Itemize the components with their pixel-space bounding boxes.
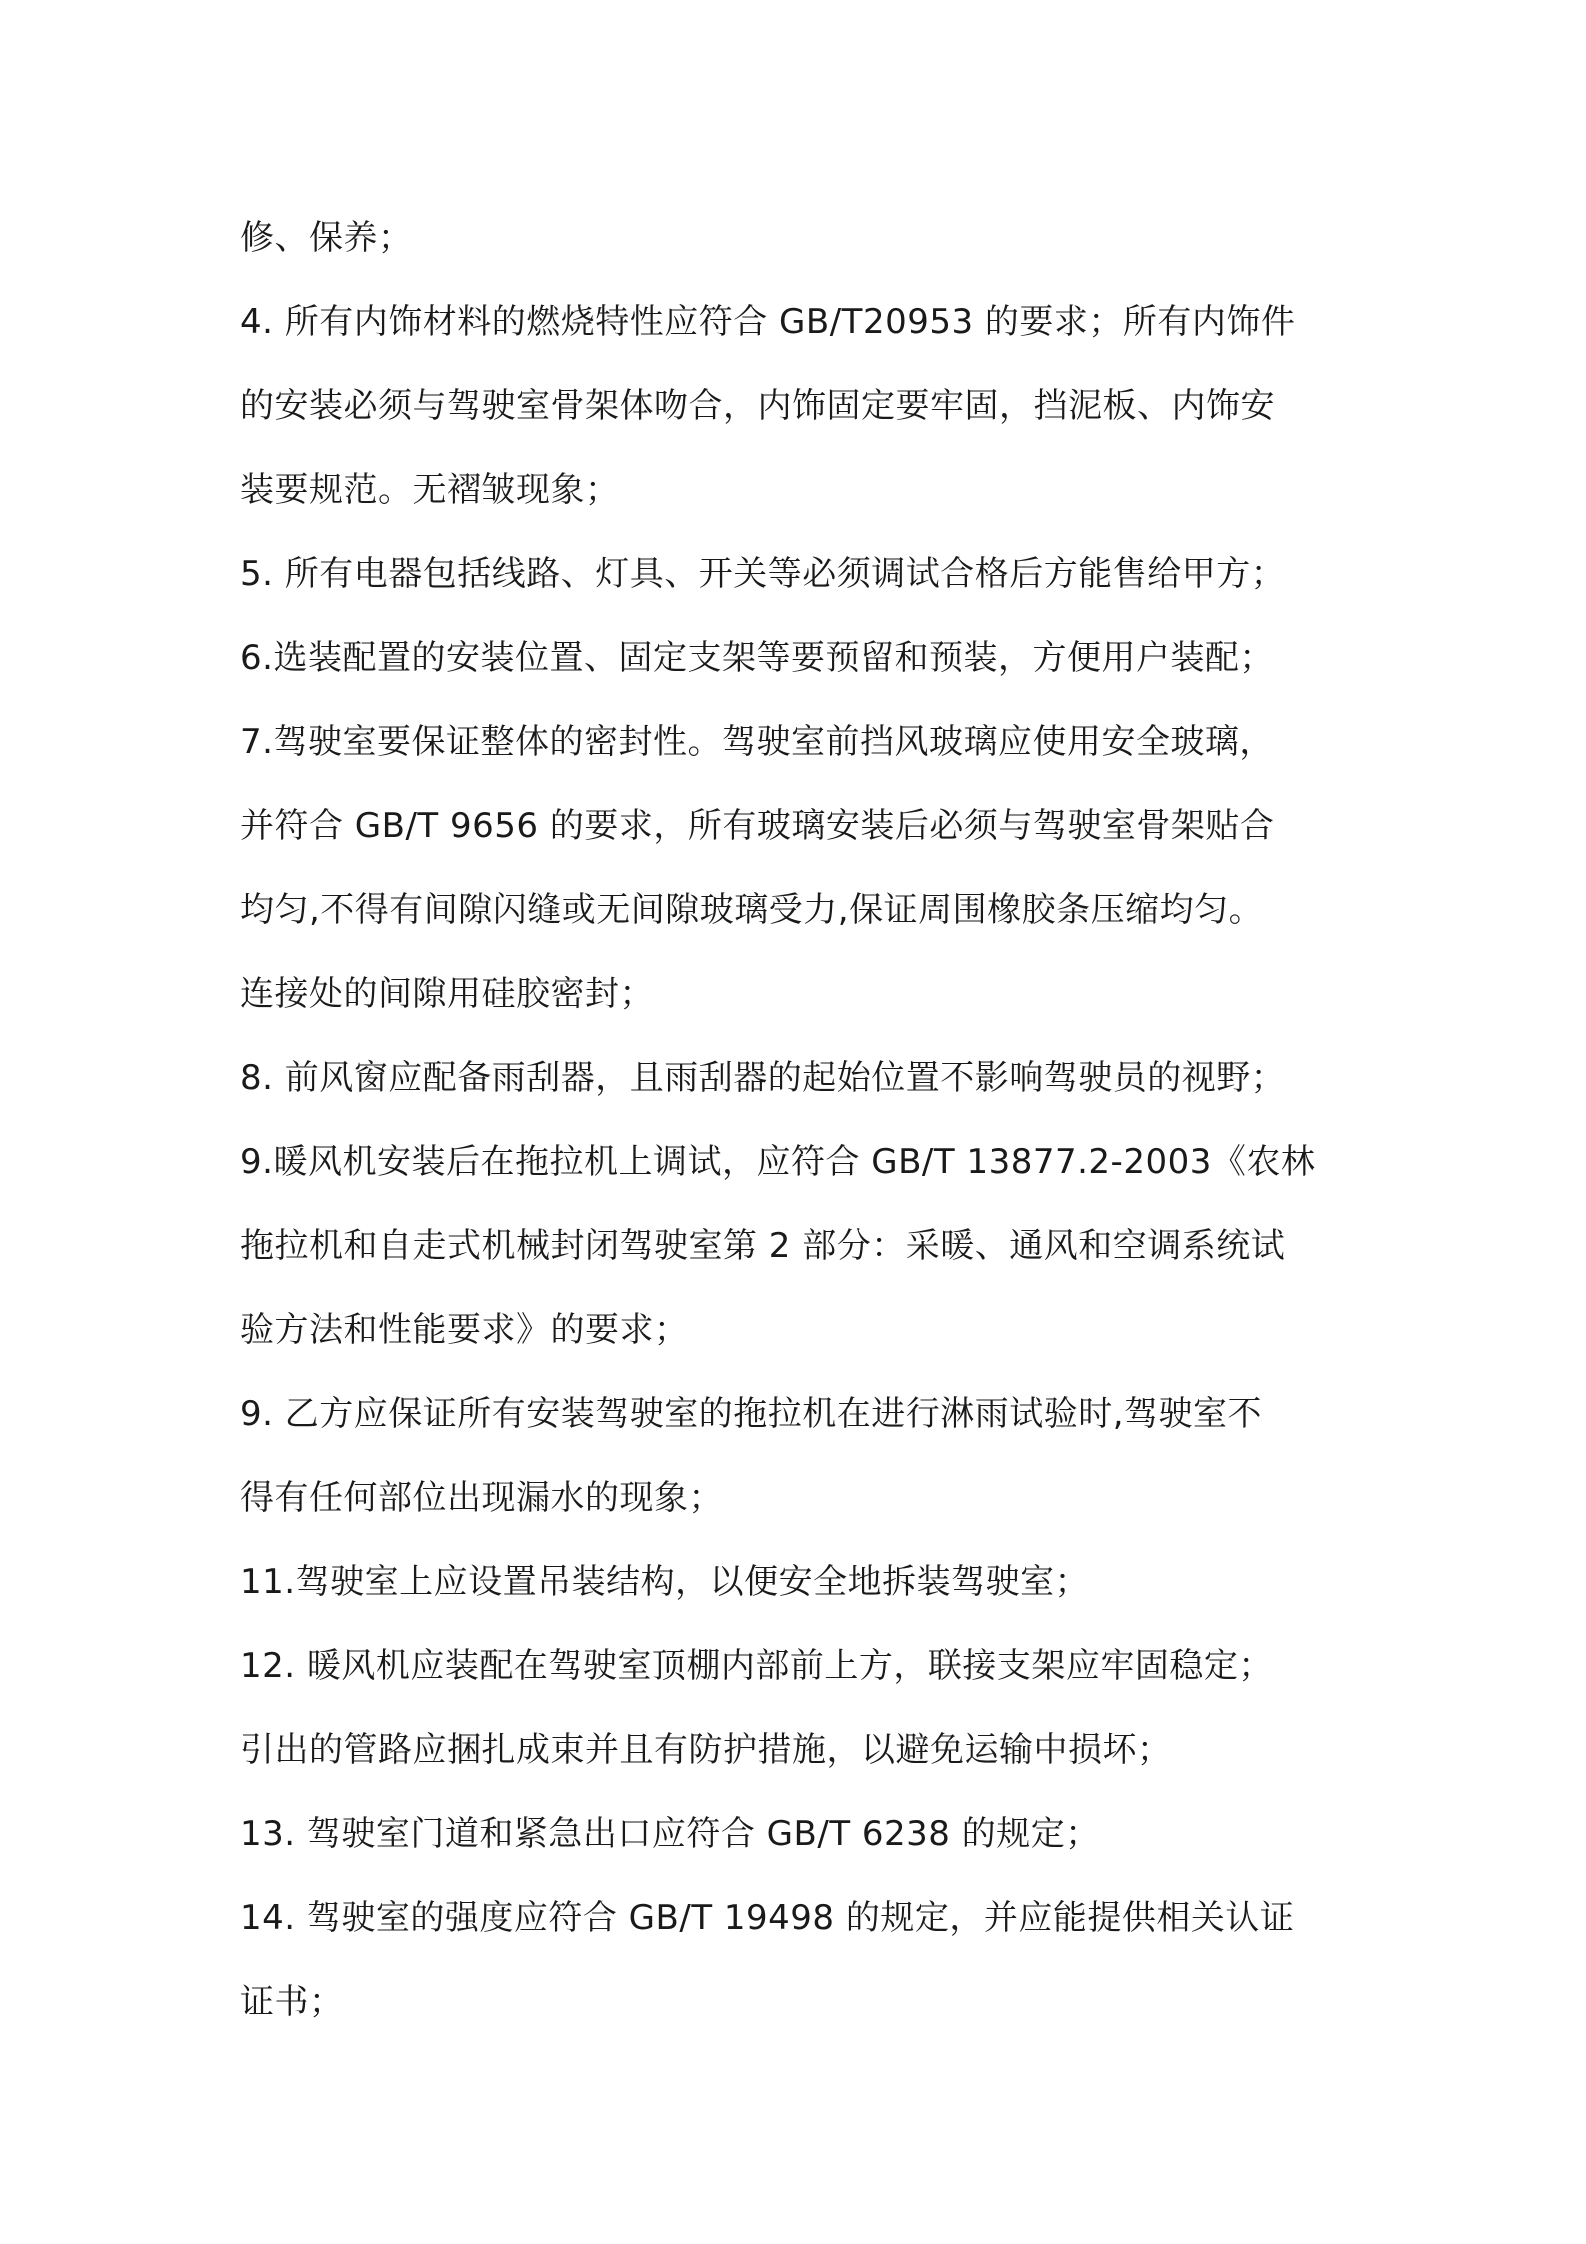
text-line: 11.驾驶室上应设置吊装结构，以便安全地拆装驾驶室； <box>240 1562 1090 1602</box>
text-line: 并符合 GB/T 9656 的要求，所有玻璃安装后必须与驾驶室骨架贴合 <box>240 806 1275 846</box>
text-line: 14. 驾驶室的强度应符合 GB/T 19498 的规定，并应能提供相关认证 <box>240 1898 1295 1938</box>
text-line: 7.驾驶室要保证整体的密封性。驾驶室前挡风玻璃应使用安全玻璃， <box>240 722 1274 762</box>
text-line: 4. 所有内饰材料的燃烧特性应符合 GB/T20953 的要求；所有内饰件 <box>240 302 1296 342</box>
text-line: 9.暖风机安装后在拖拉机上调试，应符合 GB/T 13877.2-2003《农林 <box>240 1142 1316 1182</box>
text-line: 8. 前风窗应配备雨刮器，且雨刮器的起始位置不影响驾驶员的视野； <box>240 1058 1286 1098</box>
text-line: 引出的管路应捆扎成束并且有防护措施，以避免运输中损坏； <box>240 1730 1172 1770</box>
text-line: 的安装必须与驾驶室骨架体吻合，内饰固定要牢固，挡泥板、内饰安 <box>240 386 1275 426</box>
text-line: 连接处的间隙用硅胶密封； <box>240 974 654 1014</box>
text-line: 验方法和性能要求》的要求； <box>240 1310 689 1350</box>
text-line: 9. 乙方应保证所有安装驾驶室的拖拉机在进行淋雨试验时,驾驶室不 <box>240 1394 1263 1434</box>
text-line: 6.选装配置的安装位置、固定支架等要预留和预装，方便用户装配； <box>240 638 1274 678</box>
text-line: 均匀,不得有间隙闪缝或无间隙玻璃受力,保证周围橡胶条压缩均匀。 <box>240 890 1264 930</box>
text-line: 12. 暖风机应装配在驾驶室顶棚内部前上方，联接支架应牢固稳定； <box>240 1646 1273 1686</box>
text-line: 13. 驾驶室门道和紧急出口应符合 GB/T 6238 的规定； <box>240 1814 1100 1854</box>
text-line: 证书； <box>240 1982 344 2022</box>
text-line: 拖拉机和自走式机械封闭驾驶室第 2 部分：采暖、通风和空调系统试 <box>240 1226 1286 1266</box>
document-body <box>240 196 1360 2044</box>
text-line: 5. 所有电器包括线路、灯具、开关等必须调试合格后方能售给甲方； <box>240 554 1286 594</box>
text-line: 修、保养； <box>240 218 413 258</box>
text-line: 装要规范。无褶皱现象； <box>240 470 620 510</box>
text-line: 得有任何部位出现漏水的现象； <box>240 1478 723 1518</box>
